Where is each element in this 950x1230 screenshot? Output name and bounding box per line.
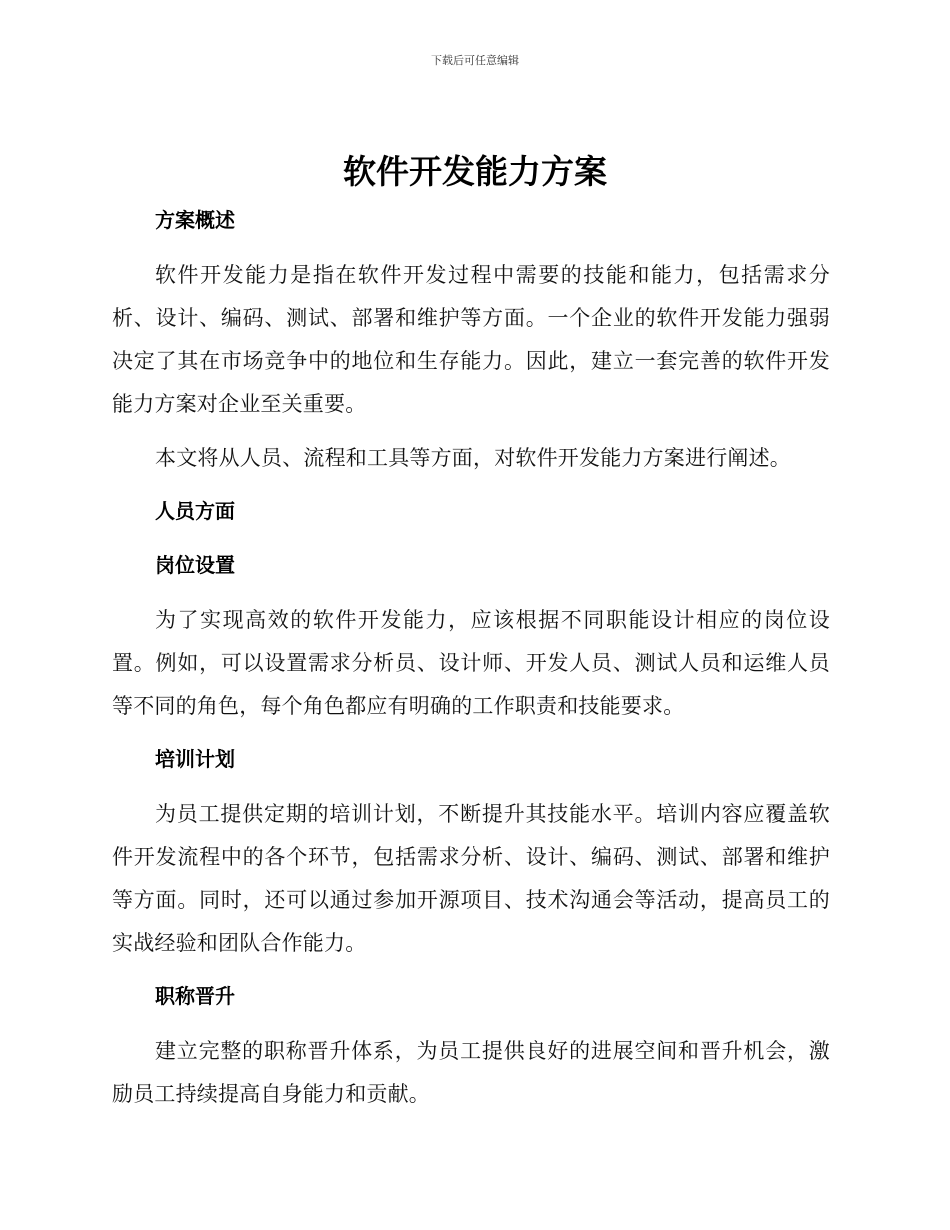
section-heading-people: 人员方面	[155, 499, 235, 523]
section-heading-training: 培训计划	[155, 747, 235, 771]
paragraph-overview-2: 本文将从人员、流程和工具等方面，对软件开发能力方案进行阐述。	[155, 446, 791, 470]
section-heading-positions: 岗位设置	[155, 553, 235, 577]
paragraph-overview-1: 软件开发能力是指在软件开发过程中需要的技能和能力，包括需求分析、设计、编码、测试、部署和维护等方面。一个企业的软件开发能力强弱决定了其在市场竞争中的地位和生存能力。因此，建立一套完善的软件开发能力方案对企业至关重要。	[112, 263, 830, 416]
paragraph-promotion: 建立完整的职称晋升体系，为员工提供良好的进展空间和晋升机会，激励员工持续提高自身能力和贡献。	[112, 1039, 830, 1106]
document-body	[112, 200, 830, 1116]
document-title: 软件开发能力方案	[343, 152, 607, 191]
section-heading-promotion: 职称晋升	[155, 984, 235, 1008]
page-header-note: 下载后可任意编辑	[431, 54, 519, 67]
paragraph-training: 为员工提供定期的培训计划，不断提升其技能水平。培训内容应覆盖软件开发流程中的各个环节，包括需求分析、设计、编码、测试、部署和维护等方面。同时，还可以通过参加开源项目、技术沟通会等活动，提高员工的实战经验和团队合作能力。	[112, 802, 830, 955]
section-heading-overview: 方案概述	[155, 208, 235, 232]
paragraph-positions: 为了实现高效的软件开发能力，应该根据不同职能设计相应的岗位设置。例如，可以设置需求分析员、设计师、开发人员、测试人员和运维人员等不同的角色，每个角色都应有明确的工作职责和技能要求。	[112, 608, 830, 718]
